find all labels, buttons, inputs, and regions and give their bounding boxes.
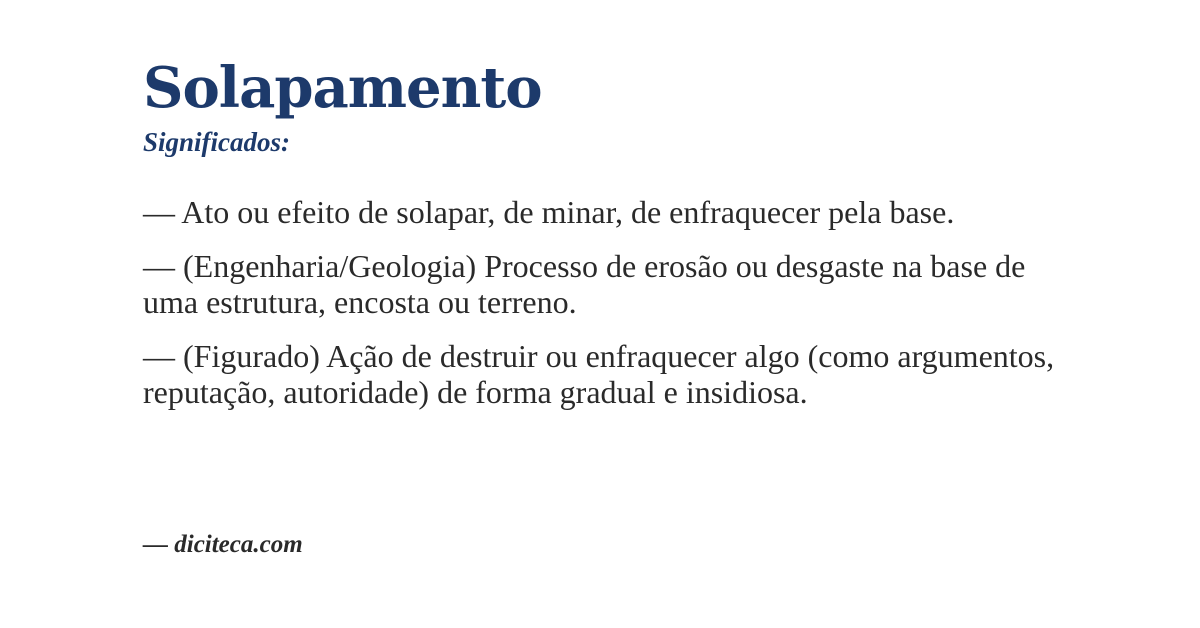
- source-attribution: — diciteca.com: [143, 531, 303, 558]
- word-title: Solapamento: [143, 55, 542, 121]
- meanings-label: Significados:: [143, 127, 291, 158]
- definition-item: — Ato ou efeito de solapar, de minar, de enfraquecer pela base.: [143, 193, 955, 230]
- definitions-list: [143, 194, 1075, 410]
- definition-item: — (Figurado) Ação de destruir ou enfraquecer algo (como argumentos, reputação, autoridade) de forma gradual e insidiosa.: [143, 337, 1055, 410]
- definition-item: — (Engenharia/Geologia) Processo de erosão ou desgaste na base de uma estrutura, encosta ou terreno.: [143, 247, 1026, 320]
